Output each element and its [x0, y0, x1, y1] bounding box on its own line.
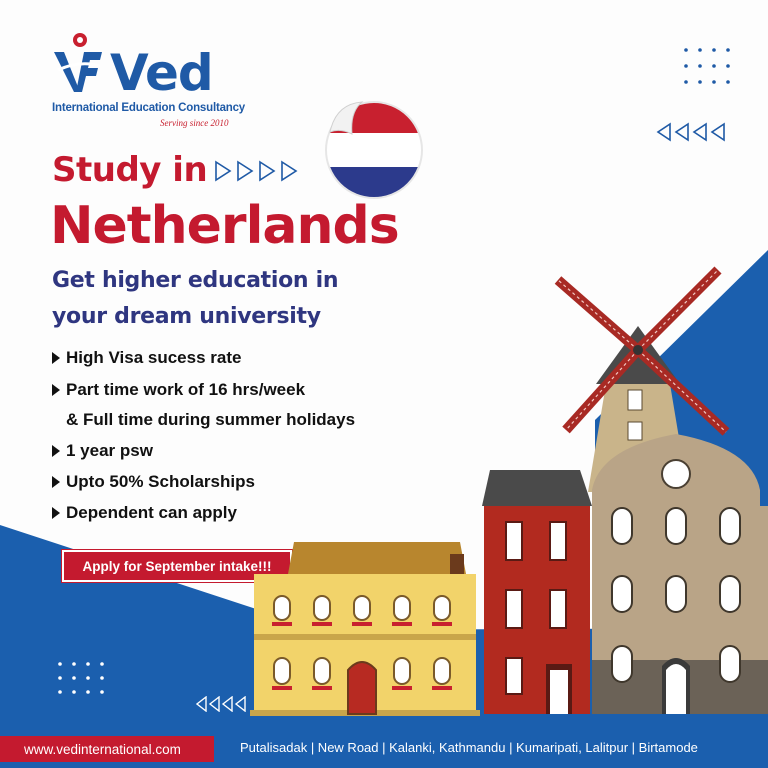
bullet-arrow-icon [52, 476, 60, 488]
subheading-line1: Get higher education in [52, 268, 339, 293]
bullet-item [52, 503, 237, 523]
bullet-arrow-icon [52, 507, 60, 519]
website-link[interactable]: www.vedinternational.com [0, 736, 214, 762]
bullet-text: Dependent can apply [66, 503, 237, 522]
bullet-item-continued [66, 410, 355, 430]
dot-grid-decoration [682, 46, 732, 90]
brand-tagline: Serving since 2010 [160, 118, 229, 128]
arrow-chevrons-icon [656, 122, 732, 142]
buildings-illustration [250, 430, 768, 734]
bullet-item [52, 472, 255, 492]
ved-logo-icon [50, 30, 110, 100]
bullet-arrow-icon [52, 352, 60, 364]
bullet-item [52, 441, 153, 461]
bullet-text: High Visa sucess rate [66, 348, 242, 367]
subheading-line2: your dream university [52, 304, 321, 329]
footer-locations: Putalisadak | New Road | Kalanki, Kathmandu | Kumaripati, Lalitpur | Birtamode [240, 740, 698, 755]
brand-subtitle: International Education Consultancy [52, 102, 245, 114]
arrow-chevrons-icon [214, 160, 304, 182]
headline-country: Netherlands [50, 196, 399, 256]
netherlands-flag-sticker [322, 98, 426, 202]
bullet-text: & Full time during summer holidays [66, 410, 356, 429]
bullet-text: Upto 50% Scholarships [66, 472, 255, 491]
bullet-text: 1 year psw [66, 441, 153, 460]
bullet-arrow-icon [52, 384, 60, 396]
arrow-chevrons-icon [196, 696, 252, 712]
dot-grid-decoration [56, 660, 106, 700]
brand-name: Ved [110, 44, 213, 102]
bullet-text: Part time work of 16 hrs/week [66, 380, 306, 399]
bullet-item [52, 380, 305, 400]
apply-cta-button[interactable]: Apply for September intake!!! [62, 550, 292, 582]
headline-prefix: Study in [52, 150, 208, 190]
bullet-item [52, 348, 241, 368]
bullet-arrow-icon [52, 445, 60, 457]
